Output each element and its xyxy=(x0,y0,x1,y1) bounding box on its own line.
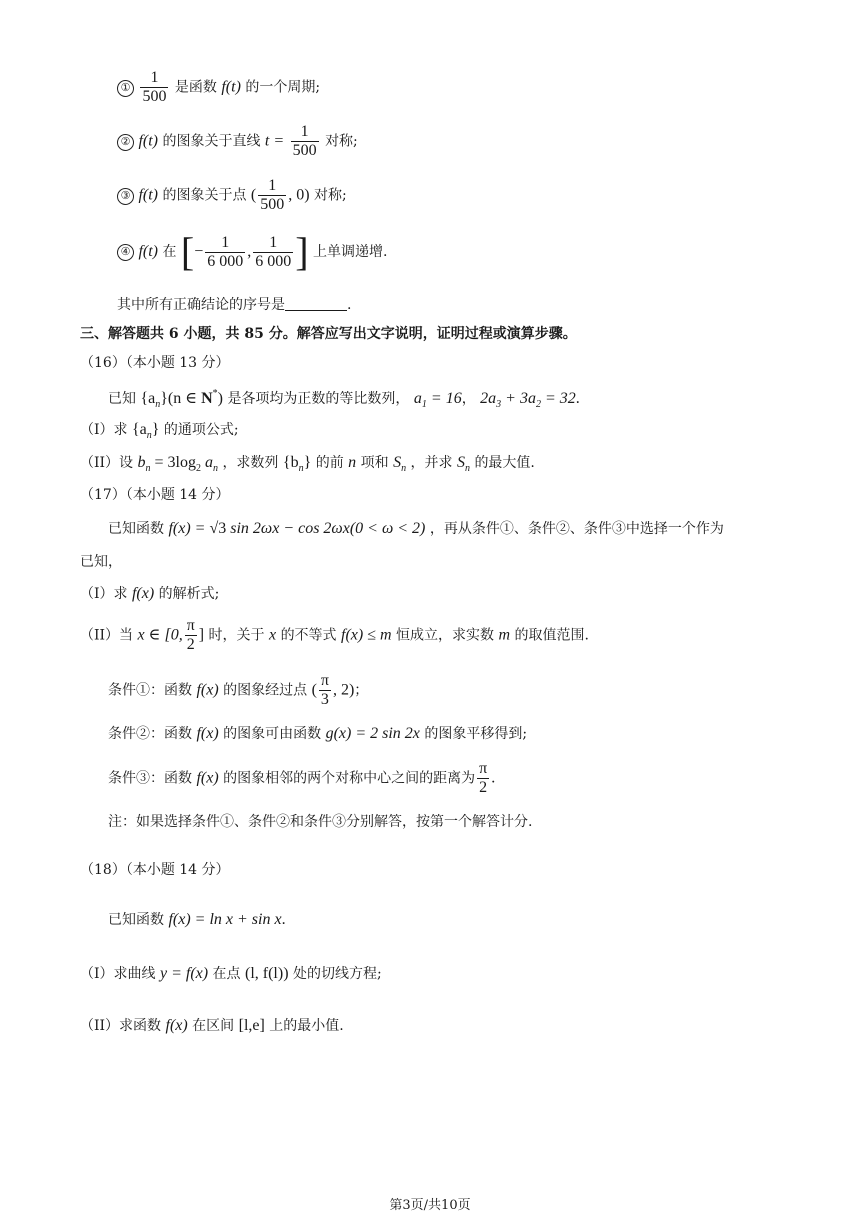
q16-header: （16）（本小题 13 分） xyxy=(80,355,230,371)
q16-intro: 已知 $\{a_n\}(n$ ∈ N*) 是各项均为正数的等比数列， $a_1 = 16$， $2a_3 + 3a_2 = 32$. xyxy=(108,388,580,410)
circle-marker-3: ③ xyxy=(117,188,134,205)
circle-marker-4: ④ xyxy=(117,244,134,261)
fraction: $\frac{1}{500}$ xyxy=(260,177,285,213)
item-1: ① $\frac{1}{500}$ 是函数 f(t) 的一个周期; xyxy=(117,70,320,105)
circle-marker-2: ② xyxy=(117,134,134,151)
fraction: $\frac{1}{500}$ xyxy=(292,123,317,159)
item-3: ③ f(t) 的图象关于点 ( $\frac{1}{500}$ , 0) 对称; xyxy=(117,178,347,213)
item-2: ② f(t) 的图象关于直线 t = $\frac{1}{500}$ 对称; xyxy=(117,124,358,159)
fraction: $\frac{1}{6 000}$ xyxy=(207,233,244,270)
answer-blank xyxy=(285,310,347,311)
q18-header: （18）（本小题 14 分） xyxy=(80,862,230,878)
q16-part2: （II）设 $b_n = 3\log_2$ $a_n$ ，求数列 $\{b_n\}$ 的前 n 项和 $S_n$ ，并求 $S_n$ 的最大值. xyxy=(80,454,535,474)
q17-condition-3: 条件③：函数 f(x) 的图象相邻的两个对称中心之间的距离为 $\frac{\pi}{2}$ . xyxy=(108,760,496,796)
q17-condition-1: 条件①：函数 f(x) 的图象经过点 ( $\frac{\pi}{3}$ , 2)； xyxy=(108,672,369,708)
fraction: $\frac{\pi}{3}$ xyxy=(320,672,329,708)
q17-condition-2: 条件②：函数 f(x) 的图象可由函数 g(x) = 2 sin 2x 的图象平移得到; xyxy=(108,725,528,742)
circle-marker-1: ① xyxy=(117,80,134,97)
section-heading: 三、解答题共 6 小题，共 85 分。解答应写出文字说明，证明过程或演算步骤。 xyxy=(80,326,577,342)
q17-part1: （I）求 f(x) 的解析式; xyxy=(80,585,220,602)
q17-intro: 已知函数 f(x) = √3 sin 2ωx − cos 2ωx(0 < ω < 2) ，再从条件①、条件②、条件③中选择一个作为 xyxy=(108,520,724,537)
fraction: $\frac{\pi}{2}$ xyxy=(186,617,195,653)
q17-part2: （II）当 x ∈ [0, $\frac{\pi}{2}$ ] 时，关于 x 的不等式 f(x) ≤ m 恒成立，求实数 m 的取值范围. xyxy=(80,617,589,653)
fraction: $\frac{\pi}{2}$ xyxy=(479,760,488,796)
q18-part2: （II）求函数 f(x) 在区间 [l,e] 上的最小值. xyxy=(80,1017,344,1034)
q18-intro: 已知函数 f(x) = ln x + sin x. xyxy=(108,911,286,928)
q18-part1: （I）求曲线 y = f(x) 在点 (l, f(l)) 处的切线方程; xyxy=(80,965,382,982)
q16-part1: （I）求 $\{a_n\}$ 的通项公式; xyxy=(80,421,239,441)
q17-intro-cont: 已知， xyxy=(80,554,122,570)
q17-header: （17）（本小题 14 分） xyxy=(80,487,230,503)
item-4: ④ f(t) 在 [− $\frac{1}{6 000}$ , $\frac{1}{6 000}$ ] 上单调递增. xyxy=(117,232,388,272)
fraction: $\frac{1}{6 000}$ xyxy=(255,233,292,270)
page-footer: 第3页/共10页 xyxy=(389,1198,471,1213)
fraction: $\frac{1}{500}$ xyxy=(142,69,167,105)
q17-note: 注：如果选择条件①、条件②和条件③分别解答，按第一个解答计分. xyxy=(108,814,533,830)
q15-prompt: 其中所有正确结论的序号是 . xyxy=(117,297,352,313)
